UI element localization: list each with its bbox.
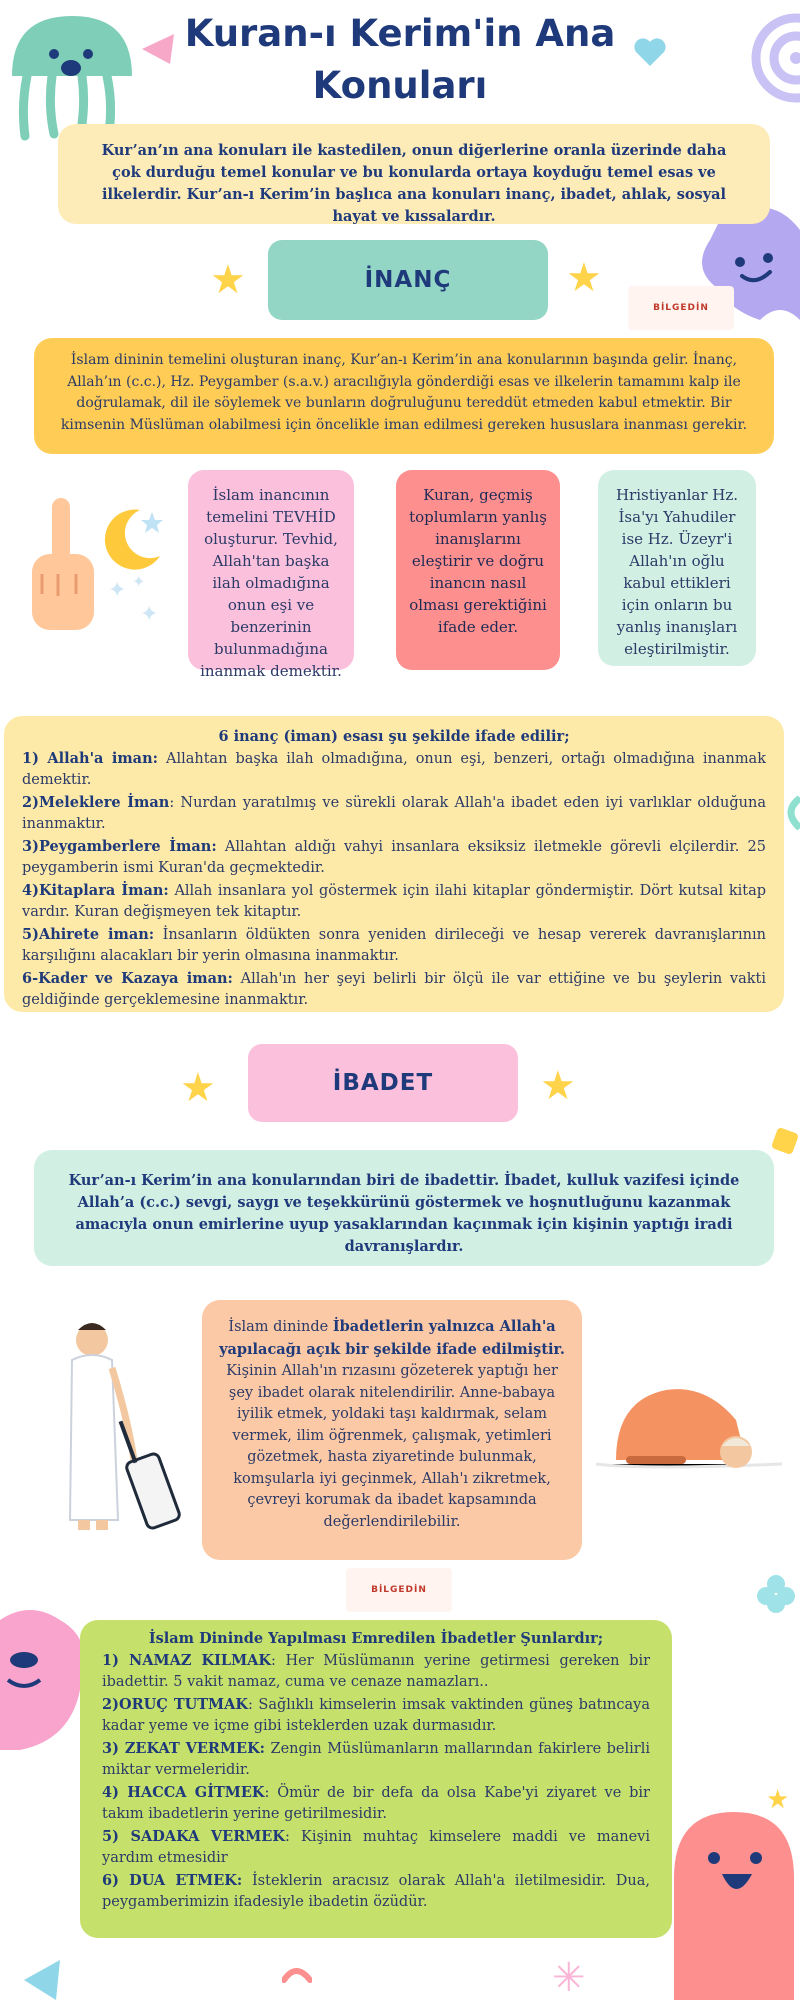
list-item: 3) ZEKAT VERMEK: Zengin Müslümanların mallarından fakirlere belirli miktar vermeleridir.	[102, 1739, 650, 1778]
ibadet-allah-card: İslam dininde İbadetlerin yalnızca Allah'a yapılacağı açık bir şekilde ifade edilmiştir. Kişinin Allah'ın rızasını gözeterek yaptığı her şey ibadet olarak nitelendirilir. Anne-babaya iyilik etmek, yoldaki taşı kaldırmak, selam vermek, ilim öğrenmek, çalışmak, yetimleri gözetmek, hasta ziyaretinde bulunmak, komşularla iyi geçinmek, Allah'ı zikretmek, çevreyi korumak da ibadet kapsamında değerlendirilebilir.	[202, 1300, 582, 1560]
list-item: 4) HACCA GİTMEK: Ömür de bir defa da olsa Kabe'yi ziyaret ve bir takım ibadetlerin yerine getirilmesidir.	[102, 1783, 650, 1822]
page-title: Kuran-ı Kerim'in Ana Konuları	[184, 12, 616, 107]
list-item: 2)Meleklere İman: Nurdan yaratılmış ve sürekli olarak Allah'a ibadet eden iyi varlıklar olduğuna inanmaktır.	[22, 793, 766, 832]
list-item: 4)Kitaplara İman: Allah insanlara yol göstermek için ilahi kitaplar göndermiştir. Dört kutsal kitap vardır. Kuran değişmeyen tek kitaptır.	[22, 881, 766, 920]
list-item: 1) NAMAZ KILMAK: Her Müslümanın yerine getirmesi gereken bir ibadettir. 5 vakit namaz, cuma ve cenaze namazları..	[102, 1651, 651, 1690]
triangle-icon	[780, 796, 800, 830]
inanc-text: İslam dininin temelini oluşturan inanç, Kur’an-ı Kerim’in ana konularının başında gelir. İnanç, Allah’ın (c.c.), Hz. Peygamber (s.a.v.) aracılığıyla gönderdiği esas ve ilkelerin tamamını kalp ile doğrulamak, dil ile söylemek ve bunların doğruluğunu tereddüt etmeden kabul etmektir. Bir kimsenin Müslüman olabilmesi için öncelikle iman edilmesi gereken hususlara inanması gerekir.	[34, 338, 774, 454]
spiral-icon	[736, 10, 800, 110]
sparkle-icon: ✦	[108, 578, 127, 603]
star-icon: ★	[540, 1063, 576, 1109]
moon-icon	[96, 504, 166, 574]
hristiyan-yahudi-card: Hristiyanlar Hz. İsa'yı Yahudiler ise Hz. Üzeyr'i Allah'ın oğlu kabul ettikleri için onların bu yanlış inanışları eleştirilmiştir.	[598, 470, 756, 666]
triangle-icon	[282, 1960, 312, 1988]
iman-esaslari-box	[4, 716, 784, 1012]
triangle-icon	[22, 1958, 62, 2000]
triangle-icon	[768, 1124, 800, 1156]
list-item: 5)Ahirete iman: İnsanların öldükten sonra yeniden dirileceği ve hesap vererek davranışlarının karşılığını alacakları bir yerin olmasına inanmaktır.	[22, 925, 766, 964]
star-icon: ★	[210, 257, 246, 303]
pilgrim-icon	[56, 1320, 186, 1540]
ibadet-heading: İBADET	[248, 1044, 518, 1122]
list-item: 6) DUA ETMEK: İsteklerin aracısız olarak Allah'a iletilmesidir. Dua, peygamberimizin ifadesiyle ibadetin özüdür.	[102, 1871, 650, 1910]
ghost-icon	[664, 1808, 800, 2000]
kuran-elestiri-card: Kuran, geçmiş toplumların yanlış inanışlarını eleştirir ve doğru inancın nasıl olması gerektiğini ifade eder.	[396, 470, 560, 670]
list-item: 6-Kader ve Kazaya iman: Allah'ın her şeyi belirli bir ölçü ile var ettiğine ve bu şeylerin vakti geldiğinde gerçeklemesine inanmaktır.	[22, 969, 766, 1008]
star-icon: ★	[566, 255, 602, 301]
list-item: 2)ORUÇ TUTMAK: Sağlıklı kimselerin imsak vaktinden güneş batıncaya kadar yeme ve içme gibi isteklerden uzak durmasıdır.	[102, 1695, 650, 1734]
praying-man-icon	[586, 1360, 782, 1480]
sparkle-icon: ✳	[552, 1955, 586, 2001]
list-item: 5) SADAKA VERMEK: Kişinin muhtaç kimselere maddi ve manevi yardım etmesidir	[102, 1827, 650, 1866]
ibadet-text: Kur’an-ı Kerim’in ana konularından biri de ibadettir. İbadet, kulluk vazifesi içinde Allah’a (c.c.) sevgi, saygı ve teşekkürünü göstermek ve hoşnutluğunu kazanmak amacıyla onun emirlerine uyup yasaklarından kaçınmak için kişinin yaptığı iradi davranışlardır.	[34, 1150, 774, 1266]
star-icon: ★	[766, 1785, 790, 1815]
flower-icon	[756, 1574, 796, 1614]
list-item: 1) Allah'a iman: Allahtan başka ilah olmadığına, onun eşi, benzeri, ortağı olmadığına inanmak demektir.	[22, 749, 766, 788]
inanc-heading: İNANÇ	[268, 240, 548, 320]
intro-box: Kur’an’ın ana konuları ile kastedilen, onun diğerlerine oranla üzerinde daha çok durduğu temel konular ve bu konularda ortaya koyduğu temel esas ve ilkelerdir. Kur’an-ı Kerim’in başlıca ana konuları inanç, ibadet, ahlak, sosyal hayat ve kıssalardır.	[58, 124, 770, 224]
emirler-heading: İslam Dininde Yapılması Emredilen İbadetler Şunlardır;	[148, 1630, 604, 1647]
logo-bilgedin: BİLGEDİN	[346, 1568, 452, 1612]
list-item: 3)Peygamberlere İman: Allahtan aldığı vahyi insanlara eksiksiz iletmekle görevli elçilerdir. 25 peygamberin ismi Kuran'da geçmektedir.	[22, 837, 766, 876]
emredilen-ibadetler-box	[80, 1620, 672, 1938]
star-icon: ★	[180, 1065, 216, 1111]
sparkle-icon: ✦	[140, 602, 159, 627]
hand-pointing-icon	[22, 494, 102, 634]
iman-heading: 6 inanç (iman) esası şu şekilde ifade edilir;	[218, 728, 570, 745]
sparkle-icon: ✦	[132, 572, 146, 591]
logo-bilgedin: BİLGEDİN	[628, 286, 734, 330]
tevhid-card: İslam inancının temelini TEVHİD oluşturur. Tevhid, Allah'tan başka ilah olmadığına onun eşi ve benzerinin bulunmadığına inanmak demektir.	[188, 470, 354, 670]
